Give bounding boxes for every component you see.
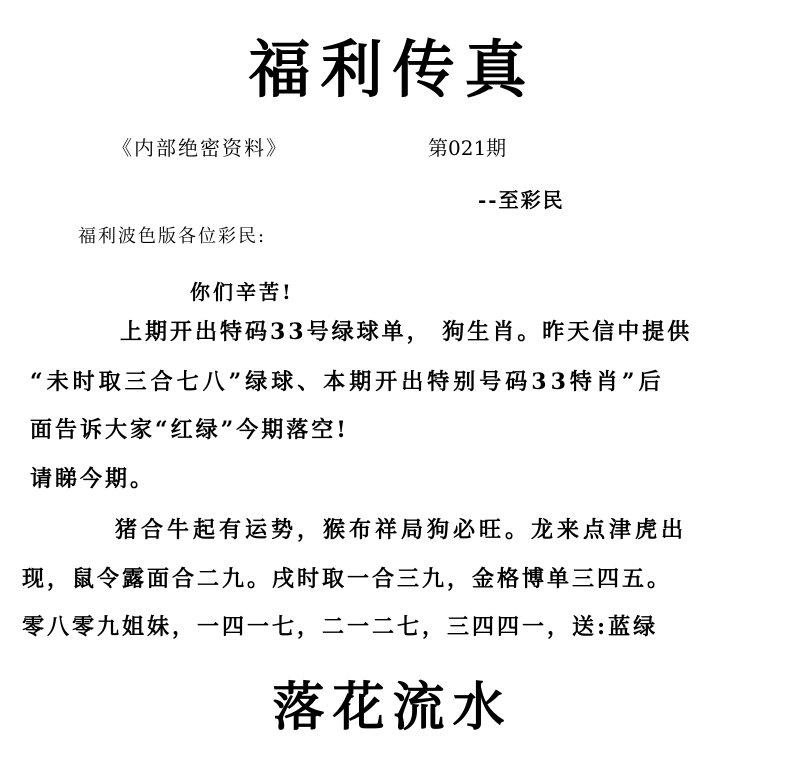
greeting: 你们辛苦! (190, 280, 294, 304)
body-line: “未时取三合七八”绿球、本期开出特别号码33特肖”后 (30, 369, 665, 395)
body-line: 上期开出特码33号绿球单， 狗生肖。昨天信中提供 (120, 319, 693, 345)
body-line: 零八零九姐妹，一四一七，二一二七，三四四一，送:蓝绿 (22, 614, 659, 640)
salutation: 福利波色版各位彩民: (78, 226, 267, 247)
document-subtitle: 《内部绝密资料》 (112, 136, 288, 160)
body-line: 请睇今期。 (30, 466, 156, 492)
footer-phrase: 落花流水 (272, 677, 513, 738)
document-title: 福利传真 (248, 33, 537, 106)
issue-number: 第021期 (428, 136, 507, 160)
signature: --至彩民 (478, 188, 565, 212)
body-line: 面告诉大家“红绿”今期落空! (30, 417, 349, 443)
body-line: 现，鼠令露面合二九。戌时取一合三九，金格博单三四五。 (22, 566, 673, 592)
body-line: 猪合牛起有运势，猴布祥局狗必旺。龙来点津虎出 (115, 517, 688, 543)
